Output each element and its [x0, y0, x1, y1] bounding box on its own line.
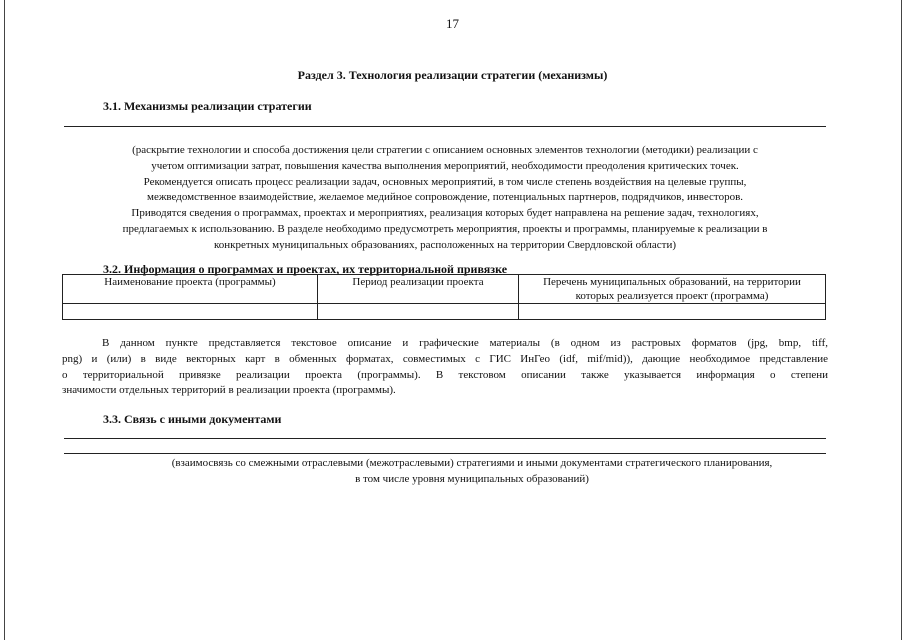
instruction-line: учетом оптимизации затрат, повышения качества выполнения мероприятий, необходимости преодоления критических точек. — [151, 159, 739, 172]
column-header-municipalities: Перечень муниципальных образований, на территории которых реализуется проект (программа) — [519, 275, 826, 304]
subsection-3-3-instructions — [62, 456, 882, 488]
fill-in-line — [64, 453, 826, 454]
instruction-line: межведомственное взаимодействие, желаемое медийное сопровождение, потенциальных партнеров, подрядчиков, инвесторов. — [146, 191, 744, 204]
table-cell — [318, 304, 519, 320]
subsection-3-1-instructions — [62, 143, 828, 254]
column-header-period: Период реализации проекта — [318, 275, 519, 304]
instruction-line: предлагаемых к использованию. В разделе необходимо предусмотреть мероприятия, проекты и программы, планируемые к реализации в — [122, 222, 768, 235]
paragraph-line: В данном пункте представляется текстовое описание и графические материалы (в одном из растровых форматов (jpg, bmp, tiff, — [102, 337, 828, 349]
projects-table — [62, 274, 826, 320]
instruction-line: Приводятся сведения о программах, проектах и мероприятиях, реализация которых будет направлена на решение задач, технологиях, — [131, 207, 759, 220]
scan-edge-right — [901, 0, 902, 640]
table-cell — [63, 304, 318, 320]
subsection-3-1-title: 3.1. Механизмы реализации стратегии — [103, 99, 312, 113]
table-row — [63, 304, 826, 320]
instruction-line: в том числе уровня муниципальных образований) — [355, 472, 589, 485]
instruction-line: Рекомендуется описать процесс реализации задач, основных мероприятий, в том числе степень воздействия на целевые группы, — [143, 175, 747, 188]
table-header-row — [63, 275, 826, 304]
scan-edge-left — [4, 0, 5, 640]
page-number: 17 — [446, 16, 459, 31]
instruction-line: (раскрытие технологии и способа достижения цели стратегии с описанием основных элементов технологии (методики) реализации с — [132, 144, 758, 156]
fill-in-line — [64, 438, 826, 439]
instruction-line: (взаимосвязь со смежными отраслевыми (межотраслевыми) стратегиями и иными документами стратегического планирования, — [171, 457, 773, 469]
paragraph-line: значимости отдельных территорий в реализации проекта (программы). — [62, 384, 396, 397]
subsection-3-3-title: 3.3. Связь с иными документами — [103, 412, 282, 426]
subsection-3-2-paragraph — [62, 336, 828, 399]
table-cell — [519, 304, 826, 320]
paragraph-line: о территориальной привязке реализации проекта (программы). В текстовом описании также указывается информация о степени — [62, 368, 828, 381]
paragraph-line: png) и (или) в виде векторных карт в обменных форматах, совместимых с ГИС ИнГео (idf, mif/mid)), дающие необходимое представление — [62, 352, 828, 365]
column-header-project-name: Наименование проекта (программы) — [63, 275, 318, 304]
section-title: Раздел 3. Технология реализации стратегии (механизмы) — [297, 68, 608, 82]
fill-in-line — [64, 126, 826, 127]
instruction-line: конкретных муниципальных образованиях, расположенных на территории Свердловской области) — [213, 238, 677, 251]
subsection-3-2-title: 3.2. Информация о программах и проектах, их территориальной привязке — [103, 262, 508, 276]
